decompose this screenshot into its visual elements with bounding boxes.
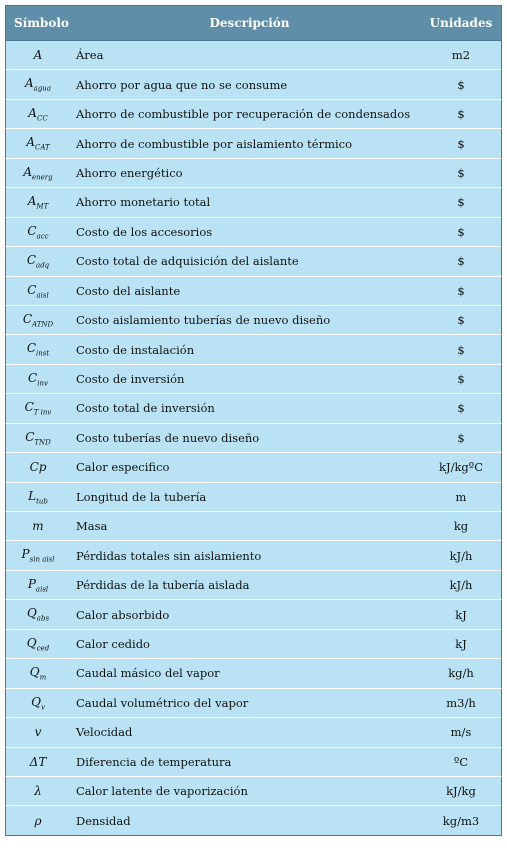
table-row [5, 453, 502, 482]
table-row [5, 306, 502, 335]
symbol-cell [6, 312, 70, 328]
symbol-cell [6, 76, 70, 92]
description-cell: Área [76, 48, 104, 63]
description-cell: Ahorro de combustible por aislamiento térmico [76, 136, 353, 151]
symbol-main: C [28, 370, 38, 385]
units-cell: m3/h [446, 695, 476, 710]
units-cell: m [455, 489, 467, 504]
symbol-subscript: agua [33, 84, 51, 93]
table-row [5, 159, 502, 188]
table-row [5, 335, 502, 364]
symbol-main: C [26, 341, 37, 356]
table-row [5, 218, 502, 247]
symbol-subscript: T inv [33, 408, 52, 417]
description-cell: Costo total de adquisición del aislante [76, 254, 299, 269]
units-cell: m/s [450, 725, 472, 740]
table-row [5, 512, 502, 541]
symbol-cell [6, 784, 70, 798]
symbol-cell [6, 636, 70, 652]
table-row [5, 718, 502, 747]
units-cell: $ [457, 195, 465, 210]
description-cell: Masa [76, 519, 108, 534]
symbol-subscript: energ [32, 173, 53, 182]
header-units: Unidades [429, 16, 493, 30]
table-row [5, 100, 502, 129]
units-cell: kg [453, 519, 469, 534]
symbol-cell [6, 606, 70, 622]
table-row [5, 777, 502, 806]
description-cell: Longitud de la tubería [76, 489, 207, 504]
symbol-main: λ [34, 784, 42, 799]
symbol-cell [6, 253, 70, 269]
symbol-subscript: adq [36, 261, 50, 270]
units-cell: ºC [453, 754, 469, 769]
description-cell: Ahorro por agua que no se consume [76, 77, 288, 92]
table-row [5, 247, 502, 276]
units-cell: $ [457, 430, 465, 445]
symbol-cell [6, 224, 70, 240]
units-cell: kJ [455, 607, 467, 622]
symbol-main: Q [26, 635, 37, 650]
description-cell: Calor especifico [76, 460, 170, 475]
symbol-main: Cp [29, 460, 47, 475]
symbol-main: ρ [34, 813, 42, 828]
symbol-subscript: acc [36, 232, 49, 241]
symbol-subscript: CAT [34, 143, 50, 152]
description-cell: Ahorro monetario total [76, 195, 211, 210]
symbol-main: P [27, 576, 36, 591]
units-cell: kg/m3 [442, 813, 480, 828]
symbol-main: A [23, 164, 33, 179]
symbol-cell [6, 547, 70, 563]
description-cell: Costo total de inversión [76, 401, 215, 416]
description-cell: Pérdidas de la tubería aislada [76, 578, 250, 593]
units-cell: kJ/h [449, 578, 473, 593]
symbol-cell [6, 430, 70, 446]
units-cell: kJ/kg [446, 784, 476, 799]
symbol-main: ΔT [29, 754, 47, 769]
description-cell: Calor latente de vaporización [76, 784, 248, 799]
symbol-cell [6, 165, 70, 181]
description-cell: Costo de los accesorios [76, 224, 213, 239]
table-row [5, 365, 502, 394]
table-row [5, 600, 502, 629]
symbol-subscript: ATND [32, 320, 54, 329]
symbol-subscript: TND [34, 438, 51, 447]
symbol-cell [6, 489, 70, 505]
table-row [5, 129, 502, 158]
description-cell: Costo tuberías de nuevo diseño [76, 430, 260, 445]
symbol-cell [6, 48, 70, 62]
units-cell: kJ/kgºC [439, 460, 483, 475]
description-cell: Caudal másico del vapor [76, 666, 220, 681]
symbol-cell [6, 519, 70, 533]
units-cell: $ [457, 165, 465, 180]
symbol-main: A [26, 135, 35, 150]
symbol-main: A [24, 76, 34, 91]
symbol-subscript: inv [37, 379, 48, 388]
header-description: Descripción [209, 16, 290, 30]
units-cell: $ [457, 372, 465, 387]
symbol-subscript: MT [36, 202, 49, 211]
symbol-main: Q [31, 694, 41, 709]
description-cell: Diferencia de temperatura [76, 754, 232, 769]
symbol-cell [6, 106, 70, 122]
table-row [5, 806, 502, 835]
table-row [5, 689, 502, 718]
units-cell: $ [457, 107, 465, 122]
description-cell: Velocidad [76, 725, 133, 740]
table-row [5, 630, 502, 659]
units-cell: $ [457, 224, 465, 239]
header-symbol: Símbolo [14, 16, 69, 30]
description-cell: Costo de instalación [76, 342, 195, 357]
description-cell: Ahorro de combustible por recuperación de condensados [76, 107, 411, 122]
symbol-main: C [26, 253, 37, 268]
description-cell: Ahorro energético [76, 165, 183, 180]
symbol-subscript: v [40, 703, 45, 712]
symbol-subscript: CC [36, 114, 48, 123]
table-row [5, 659, 502, 688]
table-header [5, 5, 502, 41]
table-row [5, 188, 502, 217]
table-row [5, 424, 502, 453]
symbol-subscript: abs [36, 614, 50, 623]
symbol-cell [6, 725, 70, 739]
units-cell: $ [457, 313, 465, 328]
table-row [5, 483, 502, 512]
table-row [5, 541, 502, 570]
table-body [5, 41, 502, 836]
table-row [5, 571, 502, 600]
table-row [5, 70, 502, 99]
symbol-cell [6, 371, 70, 387]
units-cell: $ [457, 136, 465, 151]
units-cell: $ [457, 254, 465, 269]
symbol-subscript: sin aisl [29, 555, 55, 564]
symbol-main: C [27, 223, 37, 238]
symbol-main: C [24, 400, 34, 415]
symbol-subscript: m [39, 673, 47, 682]
description-cell: Costo aislamiento tuberías de nuevo diseño [76, 313, 331, 328]
symbol-cell [6, 135, 70, 151]
symbol-cell [6, 665, 70, 681]
table-row [5, 277, 502, 306]
symbol-cell [6, 577, 70, 593]
table-row [5, 394, 502, 423]
symbols-table [5, 5, 502, 836]
symbol-subscript: aisl [35, 585, 49, 594]
symbol-main: C [25, 429, 35, 444]
symbol-cell [6, 460, 70, 474]
units-cell: m2 [451, 48, 471, 63]
units-cell: $ [457, 283, 465, 298]
symbol-main: C [22, 311, 33, 326]
description-cell: Caudal volumétrico del vapor [76, 695, 249, 710]
description-cell: Densidad [76, 813, 131, 828]
symbol-main: C [27, 282, 37, 297]
units-cell: $ [457, 401, 465, 416]
symbol-cell [6, 755, 70, 769]
symbol-subscript: aisl [36, 290, 49, 299]
symbol-main: A [28, 105, 37, 120]
symbol-subscript: tub [36, 496, 48, 505]
units-cell: $ [457, 342, 465, 357]
symbol-main: m [32, 519, 44, 534]
symbol-subscript: inst [36, 349, 50, 358]
description-cell: Costo del aislante [76, 283, 181, 298]
symbol-cell [6, 283, 70, 299]
description-cell: Pérdidas totales sin aislamiento [76, 548, 262, 563]
symbol-main: A [27, 194, 37, 209]
description-cell: Calor cedido [76, 636, 150, 651]
symbol-main: Q [26, 606, 37, 621]
table-row [5, 748, 502, 777]
units-cell: kJ [455, 636, 467, 651]
symbol-cell [6, 400, 70, 416]
units-cell: kg/h [448, 666, 474, 681]
symbol-cell [6, 814, 70, 828]
symbol-main: Q [29, 665, 40, 680]
symbol-main: L [28, 488, 37, 503]
symbol-cell [6, 341, 70, 357]
table-row [5, 41, 502, 70]
units-cell: kJ/h [449, 548, 473, 563]
symbol-subscript: ced [36, 644, 50, 653]
symbol-cell [6, 695, 70, 711]
symbol-main: A [33, 48, 43, 63]
description-cell: Costo de inversión [76, 372, 185, 387]
units-cell: $ [457, 77, 465, 92]
symbol-main: v [34, 725, 42, 740]
symbol-cell [6, 194, 70, 210]
symbol-main: P [21, 547, 30, 562]
description-cell: Calor absorbido [76, 607, 170, 622]
